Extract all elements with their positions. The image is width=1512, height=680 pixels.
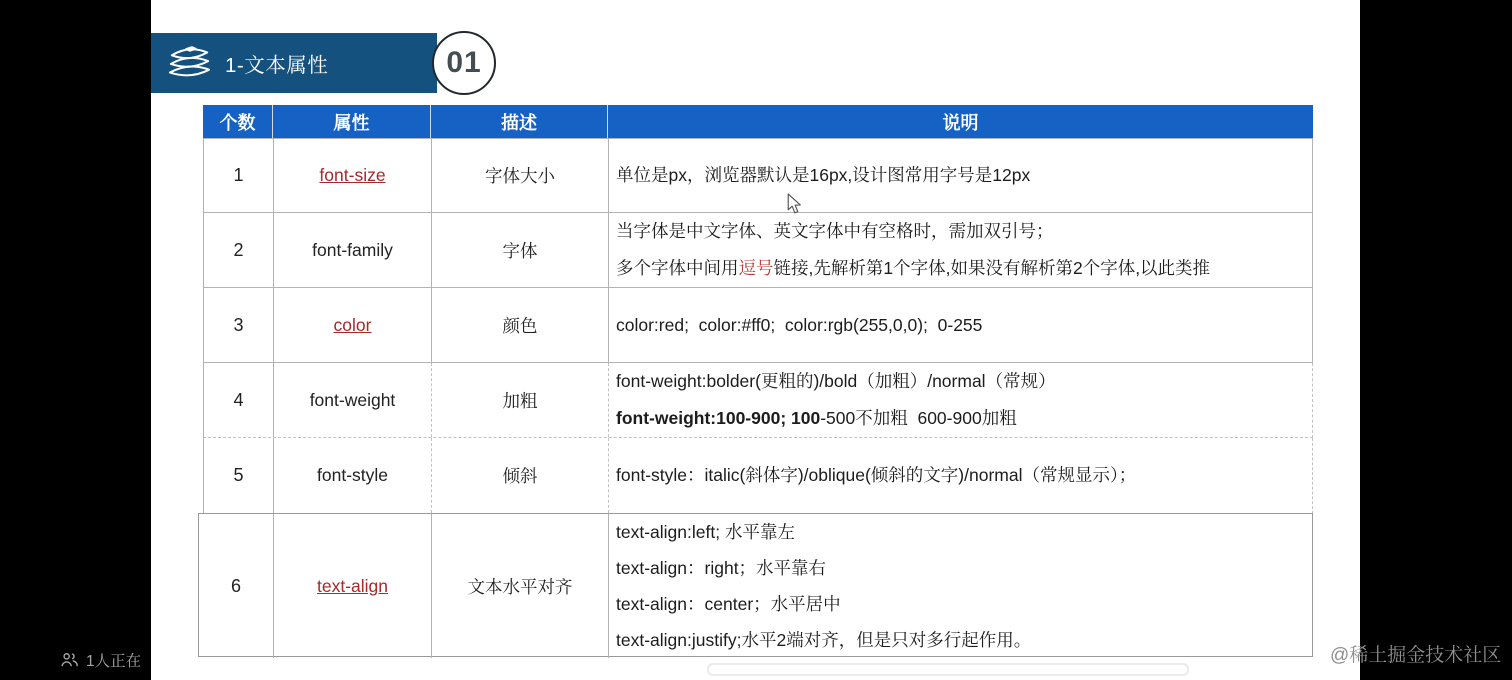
explanation-line: color:red; color:#ff0; color:rgb(255,0,0); 0-255	[616, 314, 983, 335]
mouse-cursor	[786, 193, 802, 215]
row-number: 4	[204, 363, 274, 437]
property-link[interactable]: font-size	[319, 165, 386, 185]
explanation-line: text-align:justify;水平2端对齐，但是只对多行起作用。	[616, 630, 1032, 650]
row-number: 2	[204, 213, 274, 287]
viewer-count	[60, 649, 151, 671]
property-link[interactable]: text-align	[316, 575, 388, 596]
table-row-3	[203, 288, 1313, 363]
section-title: 1-文本属性	[225, 54, 329, 77]
property-description: 文本水平对齐	[432, 514, 609, 658]
property-label: font-family	[312, 239, 393, 260]
property-explanation	[609, 363, 1312, 437]
property-label: font-weight	[309, 389, 396, 410]
table-row-5	[203, 438, 1313, 514]
property-explanation	[609, 213, 1312, 287]
books-icon	[165, 41, 213, 85]
explanation-line: 当字体是中文字体、英文字体中有空格时，需加双引号；	[616, 221, 1054, 241]
property-name	[274, 288, 432, 362]
property-description: 倾斜	[432, 438, 609, 513]
property-name	[274, 514, 432, 658]
explanation-line: font-style：italic(斜体字)/oblique(倾斜的文字)/normal（常规显示）；	[616, 465, 1137, 485]
explanation-line: text-align：center；水平居中	[616, 594, 841, 614]
text-properties-table	[203, 105, 1313, 657]
viewers-icon	[60, 651, 80, 669]
property-description: 字体大小	[432, 139, 609, 212]
property-explanation	[609, 438, 1312, 513]
section-banner	[151, 33, 437, 93]
property-name	[274, 139, 432, 212]
property-explanation	[609, 288, 1312, 362]
table-header-row	[203, 105, 1313, 138]
presentation-slide	[151, 0, 1360, 680]
property-description: 颜色	[432, 288, 609, 362]
header-count: 个数	[203, 105, 273, 138]
header-explanation: 说明	[942, 112, 979, 133]
table-row-2	[203, 213, 1313, 288]
property-description: 加粗	[432, 363, 609, 437]
table-row-4	[203, 363, 1313, 438]
row-number: 1	[204, 139, 274, 212]
row-number: 5	[204, 438, 274, 513]
explanation-line: text-align:left; 水平靠左	[616, 522, 795, 542]
property-label: font-style	[317, 465, 388, 485]
property-name	[274, 213, 432, 287]
property-explanation	[609, 514, 1312, 658]
explanation-line: font-weight:bolder(更粗的)/bold（加粗）/normal（常规）	[616, 371, 1056, 391]
table-body	[203, 138, 1313, 657]
table-row-6	[198, 513, 1313, 657]
section-number-badge	[432, 31, 496, 95]
watermark: @稀土掘金技术社区	[1330, 645, 1502, 666]
header-property: 属性	[273, 105, 431, 138]
property-link[interactable]: color	[333, 314, 372, 335]
section-number: 01	[446, 46, 482, 79]
property-name	[274, 438, 432, 513]
explanation-line: 单位是px，浏览器默认是16px,设计图常用字号是12px	[616, 165, 1031, 185]
progress-bar[interactable]	[707, 663, 1189, 676]
property-description: 字体	[432, 213, 609, 287]
explanation-line: 多个字体中间用逗号链接,先解析第1个字体,如果没有解析第2个字体,以此类推	[616, 258, 1211, 278]
property-name	[274, 363, 432, 437]
header-description: 描述	[431, 105, 608, 138]
viewer-count-label: 1人正在	[86, 653, 142, 670]
explanation-line: text-align：right；水平靠右	[616, 558, 827, 578]
table-row-1	[203, 138, 1313, 213]
row-number: 6	[199, 514, 274, 658]
row-number: 3	[204, 288, 274, 362]
property-explanation	[609, 139, 1312, 212]
explanation-line: font-weight:100-900; 100-500不加粗 600-900加粗	[616, 408, 1017, 428]
